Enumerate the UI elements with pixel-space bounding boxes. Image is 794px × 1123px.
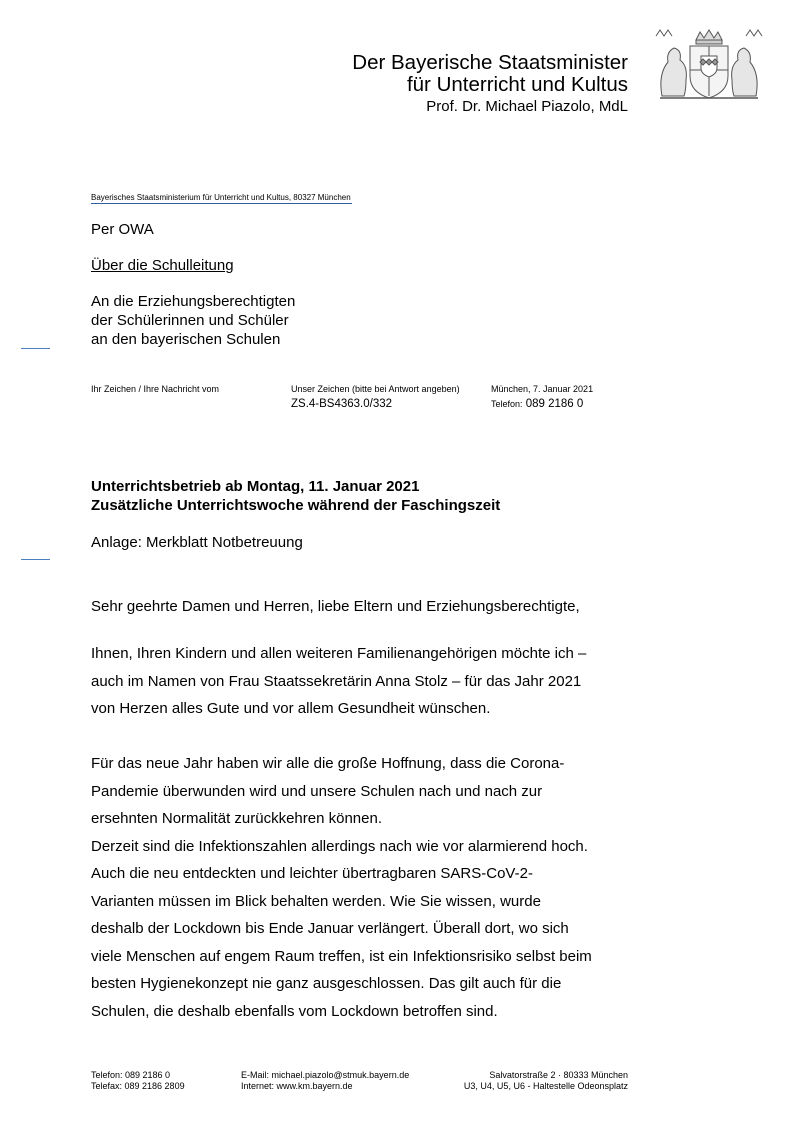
footer-address (464, 1070, 628, 1092)
paragraph-line: besten Hygienekonzept nie ganz ausgeschlossen. Das gilt auch für die (91, 975, 562, 992)
footer-street-address: Salvatorstraße 2 · 80333 München (489, 1070, 628, 1080)
footer-contact-online (241, 1070, 409, 1092)
paragraph-line: deshalb der Lockdown bis Ende Januar verlängert. Überall dort, wo sich (91, 920, 569, 937)
paragraph-line: Derzeit sind die Infektionszahlen allerdings nach wie vor alarmierend hoch. (91, 837, 588, 855)
delivery-method: Per OWA (91, 221, 154, 238)
paragraph-line: Für das neue Jahr haben wir alle die große Hoffnung, dass die Corona- (91, 755, 565, 772)
subject-line-2: Zusätzliche Unterrichtswoche während der Faschingszeit (91, 497, 501, 514)
phone-value: 089 2186 0 (525, 398, 584, 410)
footer-fax: Telefax: 089 2186 2809 (91, 1081, 185, 1091)
footer-email: E-Mail: michael.piazolo@stmuk.bayern.de (241, 1070, 410, 1080)
recipient-line-1: An die Erziehungsberechtigten (91, 293, 296, 310)
bavarian-coat-of-arms-icon (654, 26, 764, 100)
paragraph-line: Pandemie überwunden wird und unsere Schulen nach und nach zur (91, 782, 543, 800)
footer-transit: U3, U4, U5, U6 - Haltestelle Odeonsplatz (463, 1081, 628, 1091)
paragraph-line: von Herzen alles Gute und vor allem Gesundheit wünschen. (91, 700, 491, 717)
fold-mark (21, 348, 50, 349)
letterhead-minister-name: Prof. Dr. Michael Piazolo, MdL (426, 98, 628, 115)
via-school-management: Über die Schulleitung (91, 257, 234, 274)
place-date: München, 7. Januar 2021 (491, 384, 594, 394)
our-reference-label: Unser Zeichen (bitte bei Antwort angeben) (291, 384, 460, 394)
our-reference-value: ZS.4-BS4363.0/332 (291, 398, 393, 410)
footer-website: Internet: www.km.bayern.de (241, 1081, 353, 1091)
paragraph-line: Varianten müssen im Blick behalten werden. Wie Sie wissen, wurde (91, 892, 541, 910)
recipient-line-2: der Schülerinnen und Schüler (91, 312, 289, 329)
paragraph-greetings (91, 640, 586, 723)
paragraph-line: Auch die neu entdeckten und leichter übertragbaren SARS-CoV-2- (91, 865, 533, 882)
subject-line-1: Unterrichtsbetrieb ab Montag, 11. Januar 2021 (91, 478, 420, 495)
footer-contact-phone (91, 1070, 185, 1092)
paragraph-line: viele Menschen auf engem Raum treffen, ist ein Infektionsrisiko selbst beim (91, 947, 592, 965)
paragraph-line: ersehnten Normalität zurückkehren können. (91, 810, 382, 827)
fold-mark (21, 559, 50, 560)
phone-label: Telefon: (491, 399, 523, 409)
paragraph-line: Schulen, die deshalb ebenfalls vom Lockdown betroffen sind. (91, 1002, 498, 1020)
phone-reference (491, 398, 583, 410)
paragraph-line: auch im Namen von Frau Staatssekretärin Anna Stolz – für das Jahr 2021 (91, 672, 582, 690)
sender-divider (91, 203, 352, 204)
recipient-line-3: an den bayerischen Schulen (91, 331, 281, 348)
letterhead-subtitle: für Unterricht und Kultus (406, 73, 628, 96)
paragraph-pandemic (91, 750, 592, 1025)
subject (91, 477, 500, 515)
sender-return-address: Bayerisches Staatsministerium für Unterricht und Kultus, 80327 München (91, 193, 351, 202)
letterhead-title: Der Bayerische Staatsminister (352, 51, 628, 74)
salutation: Sehr geehrte Damen und Herren, liebe Eltern und Erziehungsberechtigte, (91, 598, 580, 615)
footer-phone: Telefon: 089 2186 0 (91, 1070, 171, 1080)
your-reference-label: Ihr Zeichen / Ihre Nachricht vom (91, 384, 220, 394)
annex: Anlage: Merkblatt Notbetreuung (91, 534, 303, 551)
paragraph-line: Ihnen, Ihren Kindern und allen weiteren Familienangehörigen möchte ich – (91, 645, 587, 662)
